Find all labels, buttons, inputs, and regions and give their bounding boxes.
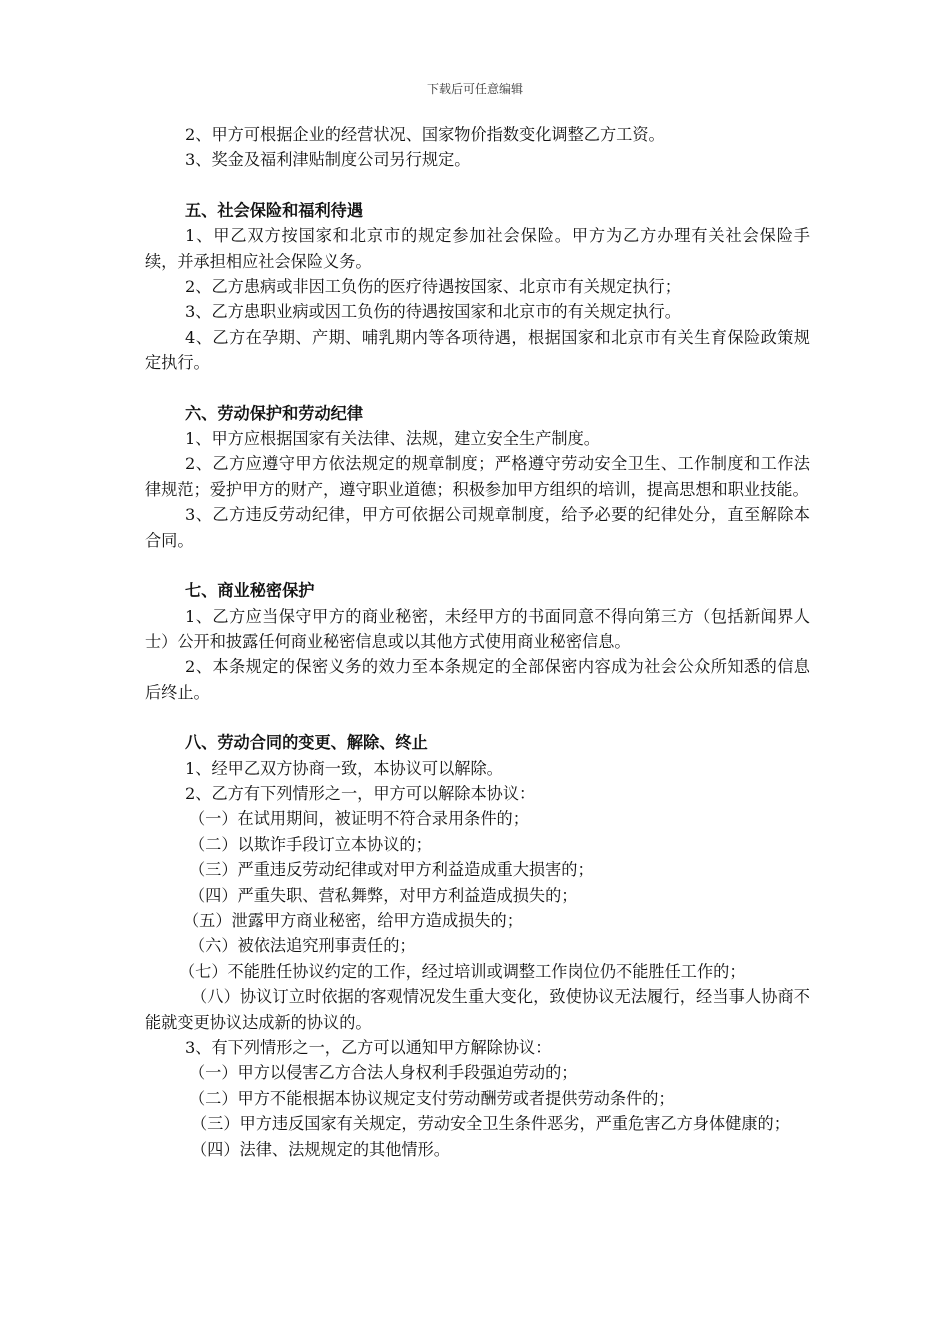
list-item: （八）协议订立时依据的客观情况发生重大变化，致使协议无法履行，经当事人协商不能就变更协议达成新的协议的。 — [145, 987, 810, 1032]
section-title: 五、社会保险和福利待遇 — [185, 200, 364, 220]
list-item: （三）甲方违反国家有关规定，劳动安全卫生条件恶劣，严重危害乙方身体健康的； — [191, 1114, 790, 1134]
list-item: （七）不能胜任协议约定的工作，经过培训或调整工作岗位仍不能胜任工作的； — [179, 961, 746, 981]
paragraph: 1、经甲乙双方协商一致，本协议可以解除。 — [185, 758, 503, 778]
list-item: （四）严重失职、营私舞弊，对甲方利益造成损失的； — [189, 885, 578, 905]
paragraph: 2、乙方应遵守甲方依法规定的规章制度；严格遵守劳动安全卫生、工作制度和工作法律规范；爱护甲方的财产，遵守职业道德；积极参加甲方组织的培训，提高思想和职业技能。 — [145, 454, 810, 499]
list-item: （二）甲方不能根据本协议规定支付劳动酬劳或者提供劳动条件的； — [189, 1088, 675, 1108]
list-item: （一）甲方以侵害乙方合法人身权利手段强迫劳动的； — [189, 1063, 578, 1083]
page-header: 下载后可任意编辑 — [426, 82, 523, 96]
paragraph: 2、本条规定的保密义务的效力至本条规定的全部保密内容成为社会公众所知悉的信息后终止。 — [145, 657, 810, 702]
section-social-insurance — [145, 198, 810, 376]
section-trade-secrets — [145, 578, 810, 705]
paragraph: 4、乙方在孕期、产期、哺乳期内等各项待遇，根据国家和北京市有关生育保险政策规定执行。 — [145, 327, 810, 373]
list-item: （六）被依法追究刑事责任的； — [189, 936, 416, 956]
section-title: 六、劳动保护和劳动纪律 — [185, 403, 364, 423]
paragraph: 3、有下列情形之一，乙方可以通知甲方解除协议： — [185, 1038, 552, 1057]
section-labor-protection — [145, 401, 810, 553]
paragraph: 2、乙方有下列情形之一，甲方可以解除本协议： — [185, 783, 536, 803]
paragraph: 1、甲方应根据国家有关法律、法规，建立安全生产制度。 — [185, 429, 600, 449]
paragraph-bonus: 3、奖金及福利津贴制度公司另行规定。 — [185, 150, 471, 170]
paragraph-salary-adjust: 2、甲方可根据企业的经营状况、国家物价指数变化调整乙方工资。 — [185, 125, 665, 144]
paragraph: 2、乙方患病或非因工负伤的医疗待遇按国家、北京市有关规定执行； — [185, 277, 681, 297]
paragraph: 1、乙方应当保守甲方的商业秘密，未经甲方的书面同意不得向第三方（包括新闻界人士）公开和披露任何商业秘密信息或以其他方式使用商业秘密信息。 — [145, 606, 810, 651]
document-body — [145, 122, 810, 1162]
list-item: （五）泄露甲方商业秘密，给甲方造成损失的； — [183, 910, 523, 930]
paragraph: 3、乙方患职业病或因工负伤的待遇按国家和北京市的有关规定执行。 — [185, 302, 681, 322]
paragraph: 3、乙方违反劳动纪律，甲方可依据公司规章制度，给予必要的纪律处分，直至解除本合同。 — [145, 505, 810, 550]
list-item: （二）以欺诈手段订立本协议的； — [189, 834, 432, 854]
section-contract-changes — [145, 730, 810, 1162]
list-item: （三）严重违反劳动纪律或对甲方利益造成重大损害的； — [189, 860, 594, 880]
paragraph: 1、甲乙双方按国家和北京市的规定参加社会保险。甲方为乙方办理有关社会保险手续，并承担相应社会保险义务。 — [145, 226, 810, 271]
list-item: （一）在试用期间，被证明不符合录用条件的； — [189, 809, 529, 829]
section-title: 七、商业秘密保护 — [185, 581, 315, 601]
list-item: （四）法律、法规规定的其他情形。 — [191, 1139, 450, 1159]
section-title: 八、劳动合同的变更、解除、终止 — [185, 733, 428, 753]
